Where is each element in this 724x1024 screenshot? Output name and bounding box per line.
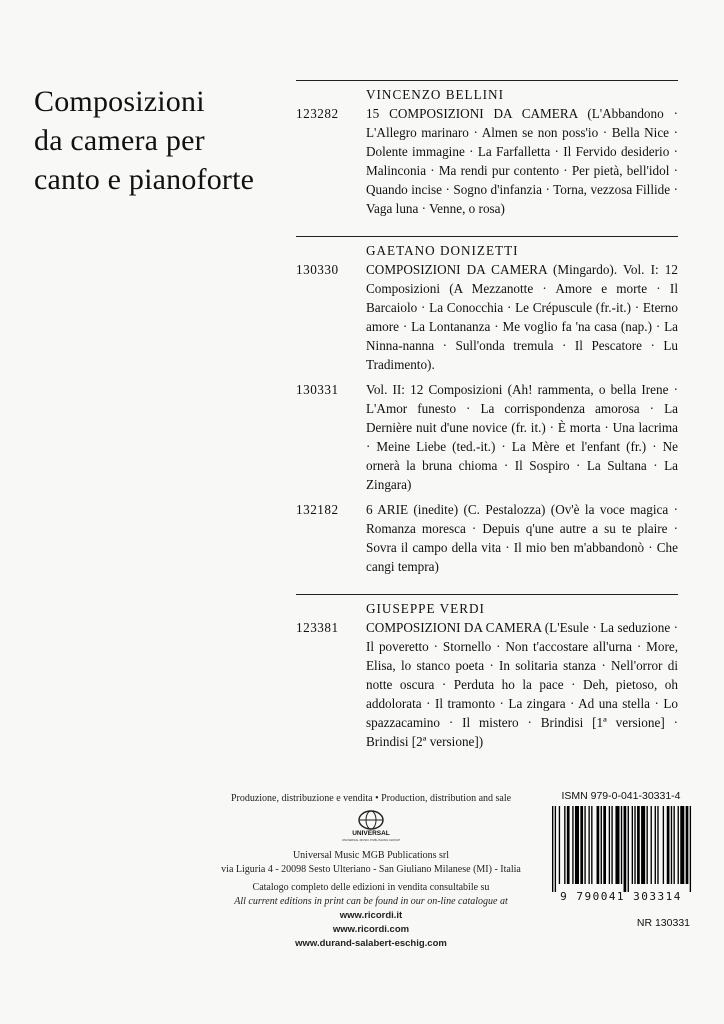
barcode-bar <box>584 806 585 884</box>
catalog-text: 6 ARIE (inedite) (C. Pestalozza) (Ov'è la voce magica · Romanza moresca · Depuis q'une autre a su te plaire · Sovra il campo della vita · Il mio ben m'abbandonò · Che cangi tempra) <box>366 502 678 574</box>
catalog-code: 123282 <box>296 106 339 121</box>
company-name: Universal Music MGB Publications srl <box>292 850 450 861</box>
catalog-entry <box>296 500 678 576</box>
barcode-bar <box>680 806 684 884</box>
barcode-bar <box>588 806 589 884</box>
barcode-bar <box>611 806 612 884</box>
title-line: Composizioni <box>34 85 205 118</box>
barcode-bar <box>591 806 592 884</box>
barcode-bar <box>621 806 622 884</box>
website-link[interactable]: www.ricordi.com <box>332 924 410 935</box>
barcode-bar <box>632 806 633 884</box>
barcode-bar <box>657 806 658 884</box>
barcode-bar <box>634 806 635 884</box>
catalog-code: 132182 <box>296 502 339 517</box>
barcode-bar <box>690 806 691 892</box>
catalog-code: 123381 <box>296 620 339 635</box>
barcode-bar <box>601 806 602 884</box>
company-address: via Liguria 4 - 20098 Sesto Ulteriano - San Giuliano Milanese (MI) - Italia <box>221 864 521 875</box>
barcode-bar <box>572 806 573 884</box>
barcode-bar <box>567 806 570 884</box>
barcode-bar <box>674 806 675 884</box>
barcode-bar <box>647 806 648 884</box>
barcode-bar <box>641 806 645 884</box>
catalog-code: 130330 <box>296 262 339 277</box>
composer-section-verdi <box>296 594 678 769</box>
universal-logo-icon <box>341 808 401 842</box>
barcode-bar <box>655 806 656 884</box>
barcode-bar <box>564 806 565 884</box>
catalog-entry <box>296 260 678 374</box>
catalog-text: Vol. II: 12 Composizioni (Ah! rammenta, o bella Irene · L'Amor funesto · La corrispondenza amorosa · La Dernière nuit d'une novice (fr. it.) · È morta · Una lacrima · Meine Liebe (ted.-it.) · La Mère et l'enfant (fr.) · Ne ornerà la bruna chioma · Il Sospiro · La Sultana · La Zingara) <box>366 382 678 492</box>
website-link[interactable]: www.ricordi.it <box>339 910 403 921</box>
logo-subtext: UNIVERSAL MUSIC PUBLISHING GROUP <box>341 838 401 842</box>
barcode-bar <box>637 806 640 884</box>
barcode-bar <box>628 806 629 892</box>
barcode-digits: 9 790041 303314 <box>560 890 682 903</box>
catalog-note-en: All current editions in print can be found in our on-line catalogue at <box>234 896 508 907</box>
composer-name: GAETANO DONIZETTI <box>366 243 519 258</box>
title-line: canto e pianoforte <box>34 163 255 196</box>
title-line: da camera per <box>34 124 205 157</box>
barcode-bar <box>559 806 560 884</box>
barcode-bar <box>615 806 619 884</box>
catalog-text: 15 COMPOSIZIONI DA CAMERA (L'Abbandono · L'Allegro marinaro · Almen se non poss'io · Bella Nice · Dolente immagine · La Farfalletta · Il Fervido desiderio · Malinconia · Ma rendi pur contento · Per pietà, bell'idol · Quando incise · Sogno d'infanzia · Torna, vezzosa Fillide · Vaga luna · Venne, o rosa) <box>366 106 678 216</box>
barcode-bar <box>624 806 627 892</box>
catalog-text: COMPOSIZIONI DA CAMERA (Mingardo). Vol. I: 12 Composizioni (A Mezzanotte · Amore e morte · Il Barcaiolo · La Conocchia · Le Crépuscule (fr.-it.) · Eterno amore · La Lontananza · Me voglio fa 'na casa (nap.) · La Ninna-nanna · Sull'onda tremula · Il Pescatore · Lu Tradimento). <box>366 262 678 372</box>
composer-section-bellini <box>296 80 678 236</box>
barcode-bar <box>678 806 679 884</box>
barcode-bar <box>575 806 579 884</box>
composer-name: GIUSEPPE VERDI <box>366 601 485 616</box>
ismn-number: ISMN 979-0-041-30331-4 <box>561 790 681 802</box>
barcode-bar <box>667 806 670 884</box>
catalog-number: NR 130331 <box>636 917 690 929</box>
barcode-bar <box>671 806 672 884</box>
barcode-bar <box>597 806 600 884</box>
composer-name: VINCENZO BELLINI <box>366 87 504 102</box>
barcode-block <box>546 790 696 929</box>
barcode-bar <box>686 806 689 884</box>
barcode-bar <box>603 806 606 884</box>
catalog-code: 130331 <box>296 382 339 397</box>
logo-text: UNIVERSAL <box>352 830 390 837</box>
website-link[interactable]: www.durand-salabert-eschig.com <box>295 938 447 949</box>
production-line: Produzione, distribuzione e vendita • Production, distribution and sale <box>230 793 512 804</box>
page-title <box>34 82 294 199</box>
catalog-entry <box>296 618 678 751</box>
barcode-bar <box>651 806 652 884</box>
barcode-bar <box>555 806 556 892</box>
publisher-footer <box>196 792 546 951</box>
catalog-entry <box>296 104 678 218</box>
barcode-bar <box>580 806 583 884</box>
catalog-list <box>296 80 678 769</box>
barcode-bar <box>609 806 610 884</box>
catalog-entry <box>296 380 678 494</box>
catalog-note-it: Catalogo completo delle edizioni in vendita consultabile su <box>252 882 490 893</box>
composer-section-donizetti <box>296 236 678 594</box>
catalog-text: COMPOSIZIONI DA CAMERA (L'Esule · La seduzione · Il poveretto · Stornello · Non t'accostare all'urna · More, Elisa, lo stanco poeta · In solitaria stanza · Nell'orror di notte oscura · Perduta ho la pace · Deh, pietoso, oh addolorata · Il tramonto · La zingara · Ad una stella · Lo spazzacamino · Il mistero · Brindisi [1ª versione] · Brindisi [2ª versione]) <box>366 620 678 749</box>
barcode-image <box>546 806 696 892</box>
barcode-bar <box>663 806 664 884</box>
barcode-bar <box>552 806 553 892</box>
